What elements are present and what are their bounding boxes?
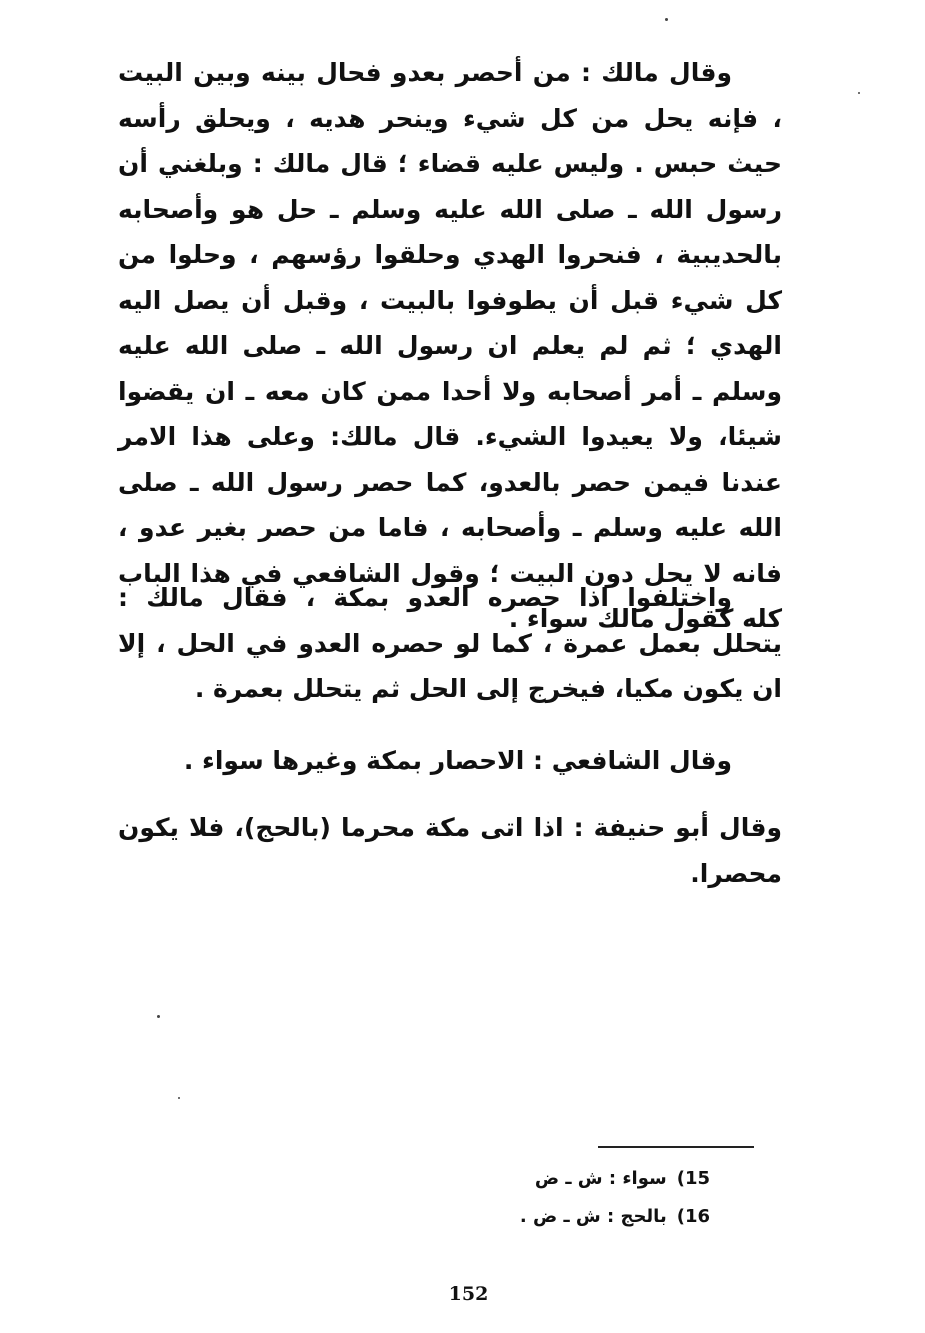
footnote-number: 16) — [676, 1206, 710, 1227]
footnote-text: سواء : ش ـ ض — [534, 1168, 667, 1189]
paragraph-abu-hanifa-view: وقال أبو حنيفة : اذا اتى مكة محرما (بالحج)، فلا يكون محصرا. — [118, 813, 782, 888]
footnote-separator — [598, 1146, 754, 1148]
scan-speck — [178, 1097, 180, 1099]
footnote-number: 15) — [676, 1168, 710, 1189]
scan-speck — [858, 92, 860, 94]
page-number: 152 — [448, 1283, 489, 1305]
footnote-16 — [440, 1206, 710, 1227]
paragraph-makkah-disagreement: واختلفوا اذا حصره العدو بمكة ، فقال مالك : يتحلل بعمل عمرة ، كما لو حصره العدو في الحل ، إلا ان يكون مكيا، فيخرج إلى الحل ثم يتحلل بعمرة . — [118, 583, 782, 703]
scan-speck — [157, 1015, 160, 1018]
paragraph-malik-ihsar: وقال مالك : من أحصر بعدو فحال بينه وبين البيت ، فإنه يحل من كل شيء وينحر هديه ، ويحلق رأسه حيث حبس . وليس عليه قضاء ؛ قال مالك : وبلغني أن رسول الله ـ صلى الله عليه وسلم ـ حل هو وأصحابه بالحديبية ، فنحروا الهدي وحلقوا رؤسهم ، وحلوا من كل شيء قبل أن يطوفوا بالبيت ، وقبل أن يصل اليه الهدي ؛ ثم لم يعلم ان رسول الله ـ صلى الله عليه وسلم ـ أمر أصحابه ولا أحدا ممن كان معه ـ ان يقضوا شيئا، ولا يعيدوا الشيء. قال مالك: وعلى هذا الامر عندنا فيمن حصر بالعدو، كما حصر رسول الله ـ صلى الله عليه وسلم ـ وأصحابه ، فاما من حصر بغير عدو ، فانه لا يحل دون البيت ؛ وقول الشافعي في هذا الباب كله كقول مالك سواء . — [118, 58, 782, 633]
paragraph-shafii-view: وقال الشافعي : الاحصار بمكة وغيرها سواء . — [183, 746, 732, 775]
footnote-text: بالحج : ش ـ ض . — [519, 1206, 667, 1227]
footnote-15 — [440, 1168, 710, 1189]
scan-speck — [665, 18, 668, 21]
